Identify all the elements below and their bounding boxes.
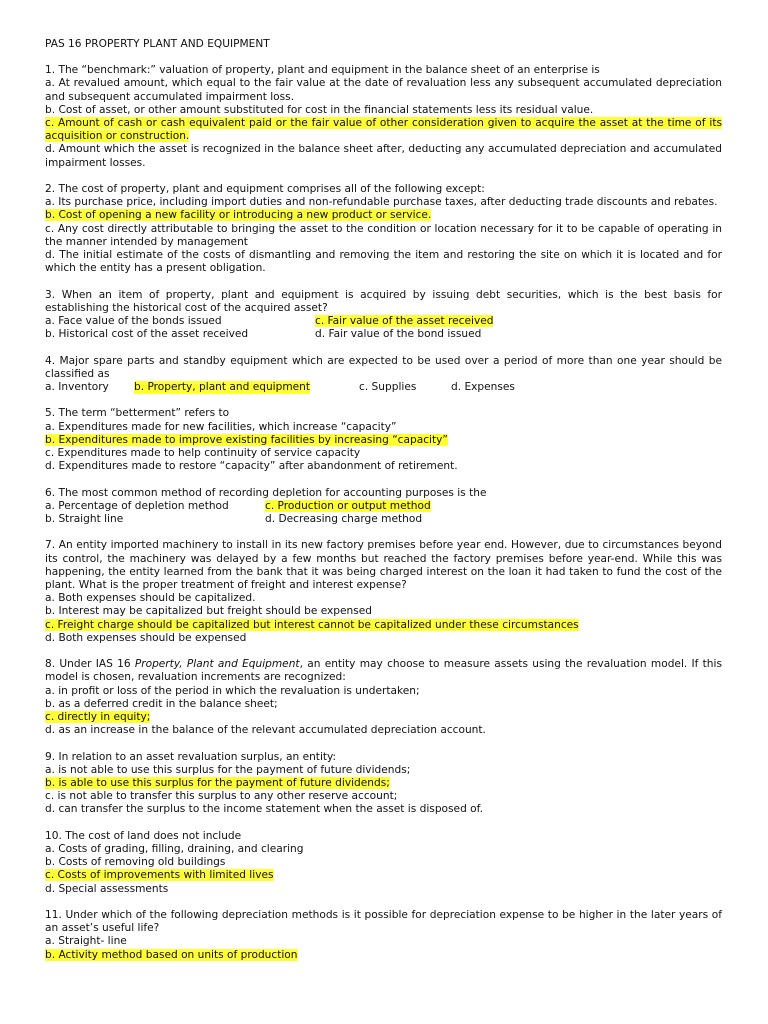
question-stem: 6. The most common method of recording depletion for accounting purposes is the: [45, 486, 487, 499]
question-stem: 11. Under which of the following depreciation methods is it possible for depreciation expense to be higher in the later years of an asset’s useful life?: [45, 909, 722, 935]
question-stem: 10. The cost of land does not include: [45, 829, 242, 842]
choice-c: c. is not able to transfer this surplus to any other reserve account;: [45, 790, 398, 803]
choice-d: d. Amount which the asset is recognized in the balance sheet after, deducting any accumulated depreciation and accumulated impairment losses.: [45, 143, 722, 169]
answer-highlight: c. Costs of improvements with limited lives: [45, 869, 274, 882]
choice-a: a. is not able to use this surplus for the payment of future dividends;: [45, 763, 411, 776]
choice-a: a. Costs of grading, filling, draining, and clearing: [45, 843, 304, 856]
choice-c-answer: c. Production or output method: [265, 499, 431, 512]
choice-a: a. Both expenses should be capitalized.: [45, 592, 256, 605]
choice-c-answer: c. Fair value of the asset received: [315, 315, 494, 328]
choice-d: d. can transfer the surplus to the income statement when the asset is disposed of.: [45, 803, 483, 816]
answer-highlight: c. Amount of cash or cash equivalent paid or the fair value of other consideration given to acquire the asset at the time of its acquisition or construction.: [45, 117, 722, 143]
answer-highlight: b. Activity method based on units of production: [45, 948, 298, 961]
choice-row: [45, 513, 722, 526]
choice-c-answer: [45, 117, 722, 143]
choice-d: d. Expenses: [451, 381, 515, 394]
choice-c-answer: [45, 869, 722, 882]
choice-d: d. Both expenses should be expensed: [45, 631, 247, 644]
choice-row: [45, 328, 722, 341]
question-11: [45, 909, 722, 962]
choice-d: d. Decreasing charge method: [265, 513, 423, 526]
choice-a: a. Its purchase price, including import duties and non-refundable purchase taxes, after deducting trade discounts and rebates.: [45, 196, 718, 209]
choice-b: b. Cost of asset, or other amount substituted for cost in the financial statements less its residual value.: [45, 103, 594, 116]
choice-b: b. Costs of removing old buildings: [45, 856, 226, 869]
question-8: [45, 658, 722, 737]
choice-b: b. Straight line: [45, 513, 124, 526]
question-stem: 5. The term “betterment” refers to: [45, 407, 230, 420]
choice-a: a. Face value of the bonds issued: [45, 315, 222, 328]
standard-title: Property, Plant and Equipment: [134, 658, 300, 671]
question-stem: [45, 658, 722, 684]
choice-b-answer: [45, 777, 722, 790]
choice-d: d. as an increase in the balance of the relevant accumulated depreciation account.: [45, 724, 486, 737]
question-stem: 9. In relation to an asset revaluation surplus, an entity:: [45, 750, 337, 763]
choice-d: d. The initial estimate of the costs of dismantling and removing the item and restoring the site on which it is located and for which the entity has a present obligation.: [45, 249, 722, 275]
question-stem: 1. The “benchmark:” valuation of property, plant and equipment in the balance sheet of an enterprise is: [45, 64, 600, 77]
choice-a: a. Expenditures made for new facilities, which increase “capacity”: [45, 420, 397, 433]
choice-a: a. Percentage of depletion method: [45, 499, 229, 512]
choice-b-answer: b. Property, plant and equipment: [134, 381, 311, 394]
question-9: [45, 751, 722, 817]
question-stem: 4. Major spare parts and standby equipment which are expected to be used over a period of more than one year should be classified as: [45, 354, 722, 380]
choice-b: b. Interest may be capitalized but freight should be expensed: [45, 605, 373, 618]
answer-highlight: b. is able to use this surplus for the payment of future dividends;: [45, 777, 390, 790]
question-5: [45, 407, 722, 473]
question-10: [45, 830, 722, 896]
choice-a: a. Inventory: [45, 381, 109, 394]
choice-b-answer: [45, 434, 722, 447]
choice-c: c. Expenditures made to help continuity of service capacity: [45, 447, 361, 460]
answer-highlight: c. directly in equity;: [45, 711, 151, 724]
question-3: [45, 289, 722, 342]
choice-row: [45, 500, 722, 513]
answer-highlight: b. Cost of opening a new facility or introducing a new product or service.: [45, 209, 432, 222]
question-1: [45, 64, 722, 170]
choice-c: c. Supplies: [359, 381, 417, 394]
question-4: [45, 355, 722, 395]
choice-a: a. At revalued amount, which equal to the fair value at the date of revaluation less any subsequent accumulated depreciation and subsequent accumulated impairment loss.: [45, 77, 722, 103]
answer-highlight: b. Expenditures made to improve existing facilities by increasing “capacity”: [45, 433, 448, 446]
question-2: [45, 183, 722, 275]
choice-c-answer: [45, 619, 722, 632]
answer-highlight: c. Freight charge should be capitalized but interest cannot be capitalized under these circumstances: [45, 618, 579, 631]
choice-c: c. Any cost directly attributable to bringing the asset to the condition or location necessary for it to be capable of operating in the manner intended by management: [45, 222, 722, 248]
choice-b: b. as a deferred credit in the balance sheet;: [45, 697, 278, 710]
choice-d: d. Fair value of the bond issued: [315, 328, 482, 341]
question-stem: 3. When an item of property, plant and equipment is acquired by issuing debt securities, which is the best basis for establishing the historical cost of the acquired asset?: [45, 288, 722, 314]
choice-a: a. in profit or loss of the period in which the revaluation is undertaken;: [45, 684, 420, 697]
question-6: [45, 487, 722, 527]
question-stem: 2. The cost of property, plant and equipment comprises all of the following except:: [45, 183, 485, 196]
document-title: PAS 16 PROPERTY PLANT AND EQUIPMENT: [45, 38, 270, 50]
choice-d: d. Expenditures made to restore “capacity” after abandonment of retirement.: [45, 460, 458, 473]
question-stem: 7. An entity imported machinery to install in its new factory premises before year end. However, due to circumstances beyond its control, the machinery was delayed by a few months but reached the factory premises before year-end. While this was happening, the entity learned from the bank that it was being charged interest on the loan it had taken to fund the cost of the plant. What is the proper treatment of freight and interest expense?: [45, 539, 722, 592]
choice-row: [45, 381, 722, 394]
choice-b-answer: [45, 949, 722, 962]
choice-a: a. Straight- line: [45, 935, 127, 948]
choice-c-answer: [45, 711, 722, 724]
choice-d: d. Special assessments: [45, 882, 169, 895]
choice-row: [45, 315, 722, 328]
choice-b-answer: [45, 209, 722, 222]
stem-prefix: 8. Under IAS 16: [45, 658, 135, 671]
question-7: [45, 539, 722, 645]
stem-suffix: , an entity may choose to measure assets using the revaluation model. If this model is chosen, revaluation increments are recognized:: [45, 658, 722, 684]
choice-b: b. Historical cost of the asset received: [45, 328, 249, 341]
